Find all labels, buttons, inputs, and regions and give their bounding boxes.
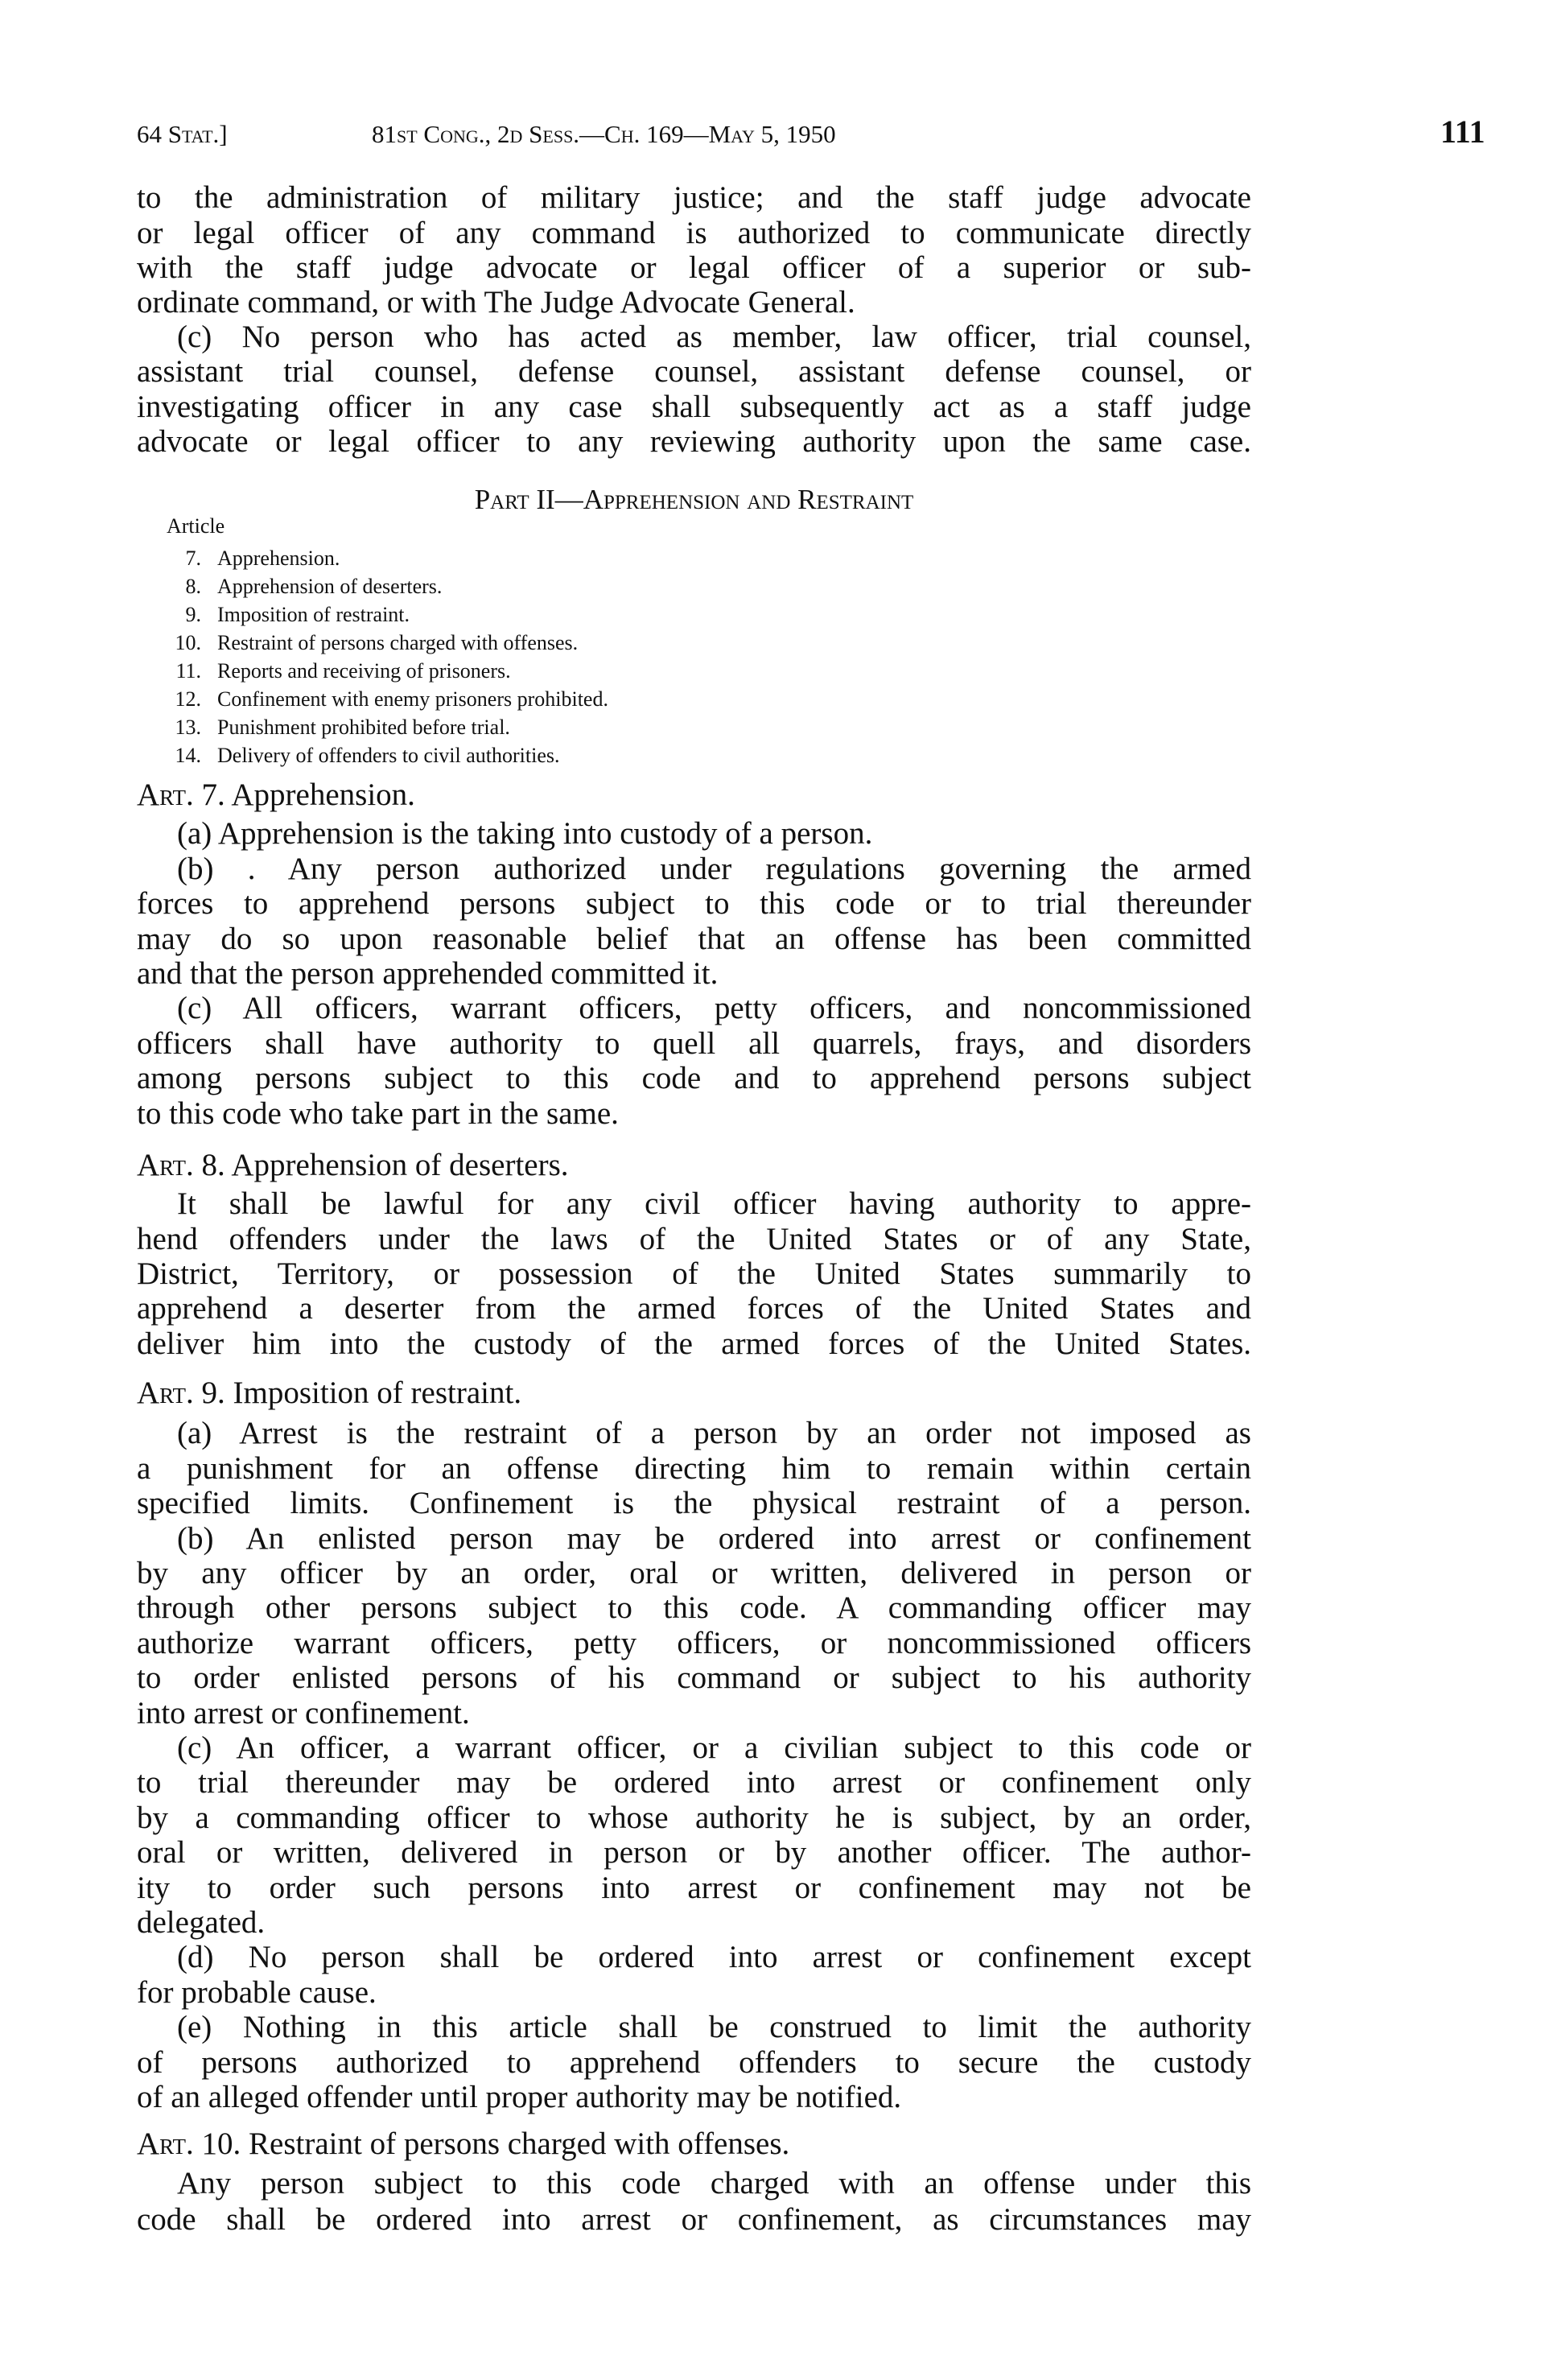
article-heading-text: 8. Apprehension of deserters. [201, 1148, 569, 1183]
text-line: It shall be lawful for any civil officer having authority to appre- [177, 1186, 1251, 1222]
article-heading-text: 9. Imposition of restraint. [201, 1376, 522, 1411]
text-line: may do so upon reasonable belief that an offense has been committed [137, 921, 1251, 956]
toc-item-title: Reports and receiving of prisoners. [217, 658, 511, 683]
running-head-volume [137, 122, 228, 146]
toc-item-number: 8. [185, 574, 201, 598]
text-line: apprehend a deserter from the armed forces of the United States and [137, 1291, 1251, 1326]
text-line: and that the person apprehended committed it. [137, 956, 719, 992]
text-line: oral or written, delivered in person or by another officer. The author- [137, 1835, 1251, 1871]
volume-citation: 64 Stat.] [137, 120, 228, 148]
article-abbreviation: Art. [137, 1148, 194, 1183]
text-line: authorize warrant officers, petty officers, or noncommissioned officers [137, 1625, 1251, 1660]
text-line: by any officer by an order, oral or written, delivered in person or [137, 1556, 1251, 1591]
article-heading-text: 10. Restraint of persons charged with offenses. [201, 2126, 790, 2162]
toc-item-number: 13. [175, 715, 201, 739]
text-line: (e) Nothing in this article shall be construed to limit the authority [177, 2010, 1251, 2045]
text-line: Any person subject to this code charged with an offense under this [177, 2166, 1251, 2201]
toc-item-title: Apprehension of deserters. [217, 574, 443, 598]
text-line: of persons authorized to apprehend offenders to secure the custody [137, 2044, 1251, 2080]
text-line: District, Territory, or possession of the United States summarily to [137, 1256, 1251, 1292]
article-abbreviation: Art. [137, 2126, 194, 2162]
article-heading [137, 1149, 569, 1181]
text-line: (b) . Any person authorized under regulations governing the armed [177, 851, 1251, 886]
text-line: (a) Arrest is the restraint of a person by an order not imposed as [177, 1416, 1251, 1451]
text-line: hend offenders under the laws of the United States or of any State, [137, 1221, 1251, 1256]
text-line: investigating officer in any case shall subsequently act as a staff judge [137, 389, 1251, 424]
text-line: with the staff judge advocate or legal officer of a superior or sub- [137, 250, 1251, 285]
text-line: or legal officer of any command is authorized to communicate directly [137, 215, 1251, 250]
text-line: into arrest or confinement. [137, 1695, 470, 1730]
toc-item-number: 11. [175, 658, 201, 683]
text-line: of an alleged offender until proper authority may be notified. [137, 2080, 902, 2115]
text-line: deliver him into the custody of the armed forces of the United States. [137, 1326, 1251, 1361]
toc-item-title: Apprehension. [217, 546, 340, 570]
toc-item-title: Restraint of persons charged with offenses. [217, 630, 579, 654]
text-line: (a) Apprehension is the taking into custody of a person. [177, 816, 873, 852]
toc-item-number: 14. [175, 743, 201, 767]
toc-item-number: 9. [185, 602, 201, 626]
page-number: 111 [1440, 113, 1485, 150]
toc-item-number: 10. [175, 630, 201, 654]
text-line: to trial thereunder may be ordered into arrest or confinement only [137, 1765, 1251, 1800]
toc-label: Article [167, 514, 225, 538]
toc-item-number: 7. [185, 546, 201, 570]
text-line: among persons subject to this code and to apprehend persons subject [137, 1061, 1251, 1096]
text-line: code shall be ordered into arrest or confinement, as circumstances may [137, 2202, 1251, 2238]
running-head-session: 81st Cong., 2d Sess.—Ch. 169—May 5, 1950 [372, 120, 836, 148]
toc-item-number: 12. [175, 687, 201, 711]
toc-item-title: Delivery of offenders to civil authorities. [217, 743, 560, 767]
text-line: to this code who take part in the same. [137, 1095, 619, 1131]
text-line: (c) No person who has acted as member, law officer, trial counsel, [177, 320, 1251, 355]
toc-item-title: Confinement with enemy prisoners prohibited. [217, 687, 608, 711]
article-heading [137, 2126, 790, 2162]
text-line: forces to apprehend persons subject to this code or to trial thereunder [137, 886, 1251, 922]
text-line: officers shall have authority to quell all quarrels, frays, and disorders [137, 1025, 1251, 1061]
part-title: Part II—Apprehension and Restraint [474, 484, 914, 515]
toc-item-title: Imposition of restraint. [217, 602, 410, 626]
article-abbreviation: Art. [137, 778, 194, 813]
text-line: (b) An enlisted person may be ordered into arrest or confinement [177, 1520, 1251, 1556]
text-line: (c) An officer, a warrant officer, or a civilian subject to this code or [177, 1730, 1251, 1766]
article-heading [137, 1377, 521, 1409]
article-abbreviation: Art. [137, 1376, 194, 1411]
text-line: for probable cause. [137, 1974, 377, 2010]
text-line: to the administration of military justice; and the staff judge advocate [137, 180, 1251, 216]
article-heading [137, 779, 415, 811]
text-line: delegated. [137, 1905, 266, 1941]
text-line: by a commanding officer to whose authority he is subject, by an order, [137, 1800, 1251, 1835]
text-line: through other persons subject to this code. A commanding officer may [137, 1590, 1251, 1626]
toc-item-title: Punishment prohibited before trial. [217, 715, 510, 739]
text-line: to order enlisted persons of his command or subject to his authority [137, 1660, 1251, 1696]
text-line: ordinate command, or with The Judge Advocate General. [137, 285, 855, 320]
text-line: (d) No person shall be ordered into arrest or confinement except [177, 1940, 1251, 1975]
article-heading-text: 7. Apprehension. [201, 778, 415, 813]
text-line: ity to order such persons into arrest or confinement may not be [137, 1870, 1251, 1905]
text-line: assistant trial counsel, defense counsel, assistant defense counsel, or [137, 354, 1251, 390]
text-line: specified limits. Confinement is the physical restraint of a person. [137, 1486, 1251, 1521]
text-line: a punishment for an offense directing him to remain within certain [137, 1450, 1251, 1486]
text-line: (c) All officers, warrant officers, petty officers, and noncommissioned [177, 991, 1251, 1026]
text-line: advocate or legal officer to any reviewing authority upon the same case. [137, 423, 1251, 459]
